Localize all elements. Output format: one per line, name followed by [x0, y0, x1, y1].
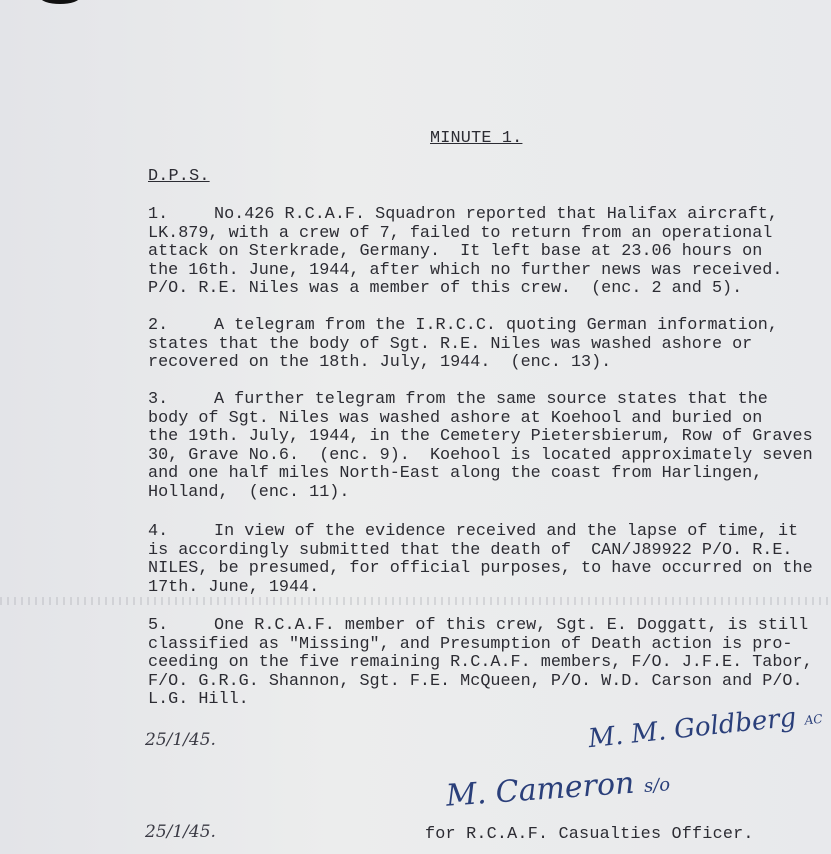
paragraph-line: classified as "Missing", and Presumption of Death action is pro-: [148, 634, 793, 654]
paragraph-line: 17th. June, 1944.: [148, 577, 320, 597]
paragraph-line: Holland, (enc. 11).: [148, 482, 350, 502]
signature-suffix: AC: [803, 711, 824, 728]
paragraph-5: [148, 616, 813, 710]
signature-name: M. Cameron: [444, 765, 636, 814]
paragraph-number: 5.: [148, 616, 169, 635]
paragraph-line: One R.C.A.F. member of this crew, Sgt. E. Doggatt, is still: [214, 616, 809, 635]
paragraph-line: A telegram from the I.R.C.C. quoting German information,: [214, 316, 778, 335]
signature-name: M. M. Goldberg: [586, 702, 798, 755]
paragraph-line: 30, Grave No.6. (enc. 9). Koehool is located approximately seven: [148, 445, 813, 465]
paragraph-number: 1.: [148, 205, 169, 224]
paragraph-line: the 16th. June, 1944, after which no further news was received.: [148, 260, 783, 280]
addressee: D.P.S.: [148, 167, 210, 186]
paragraph-line: F/O. G.R.G. Shannon, Sgt. F.E. McQueen, P/O. W.D. Carson and P/O.: [148, 671, 803, 691]
fold-line: [0, 597, 831, 605]
paragraph-3: [148, 390, 813, 503]
paragraph-line: P/O. R.E. Niles was a member of this crew. (enc. 2 and 5).: [148, 279, 743, 299]
paragraph-line: is accordingly submitted that the death of CAN/J89922 P/O. R.E.: [148, 540, 793, 560]
paragraph-line: L.G. Hill.: [148, 690, 249, 710]
paragraph-line: ceeding on the five remaining R.C.A.F. members, F/O. J.F.E. Tabor,: [148, 653, 813, 673]
paragraph-1: [148, 206, 788, 299]
paragraph-line: attack on Sterkrade, Germany. It left base at 23.06 hours on: [148, 242, 763, 262]
paragraph-line: In view of the evidence received and the lapse of time, it: [214, 522, 799, 541]
paragraph-line: LK.879, with a crew of 7, failed to return from an operational: [148, 223, 773, 243]
paragraph-line: and one half miles North-East along the coast from Harlingen,: [148, 464, 763, 484]
paragraph-line: states that the body of Sgt. R.E. Niles was washed ashore or: [148, 334, 753, 354]
paragraph-4: [148, 522, 813, 597]
paragraph-number: 2.: [148, 316, 169, 335]
signatory-title: for R.C.A.F. Casualties Officer.: [425, 825, 754, 844]
signature-suffix: s/o: [643, 774, 671, 797]
paragraph-number: 4.: [148, 522, 169, 541]
paragraph-line: A further telegram from the same source states that the: [214, 390, 768, 409]
paragraph-2: [148, 317, 788, 373]
handwritten-date-2: 25/1/45.: [145, 822, 216, 842]
document-title: MINUTE 1.: [430, 129, 523, 148]
paragraph-line: No.426 R.C.A.F. Squadron reported that Halifax aircraft,: [214, 205, 778, 224]
paragraph-line: the 19th. July, 1944, in the Cemetery Pietersbierum, Row of Graves: [148, 427, 813, 447]
paragraph-line: recovered on the 18th. July, 1944. (enc. 13).: [148, 353, 612, 373]
paragraph-line: body of Sgt. Niles was washed ashore at Koehool and buried on: [148, 408, 763, 428]
paragraph-line: NILES, be presumed, for official purposes, to have occurred on the: [148, 559, 813, 579]
paragraph-number: 3.: [148, 390, 169, 409]
handwritten-date-1: 25/1/45.: [145, 730, 216, 750]
